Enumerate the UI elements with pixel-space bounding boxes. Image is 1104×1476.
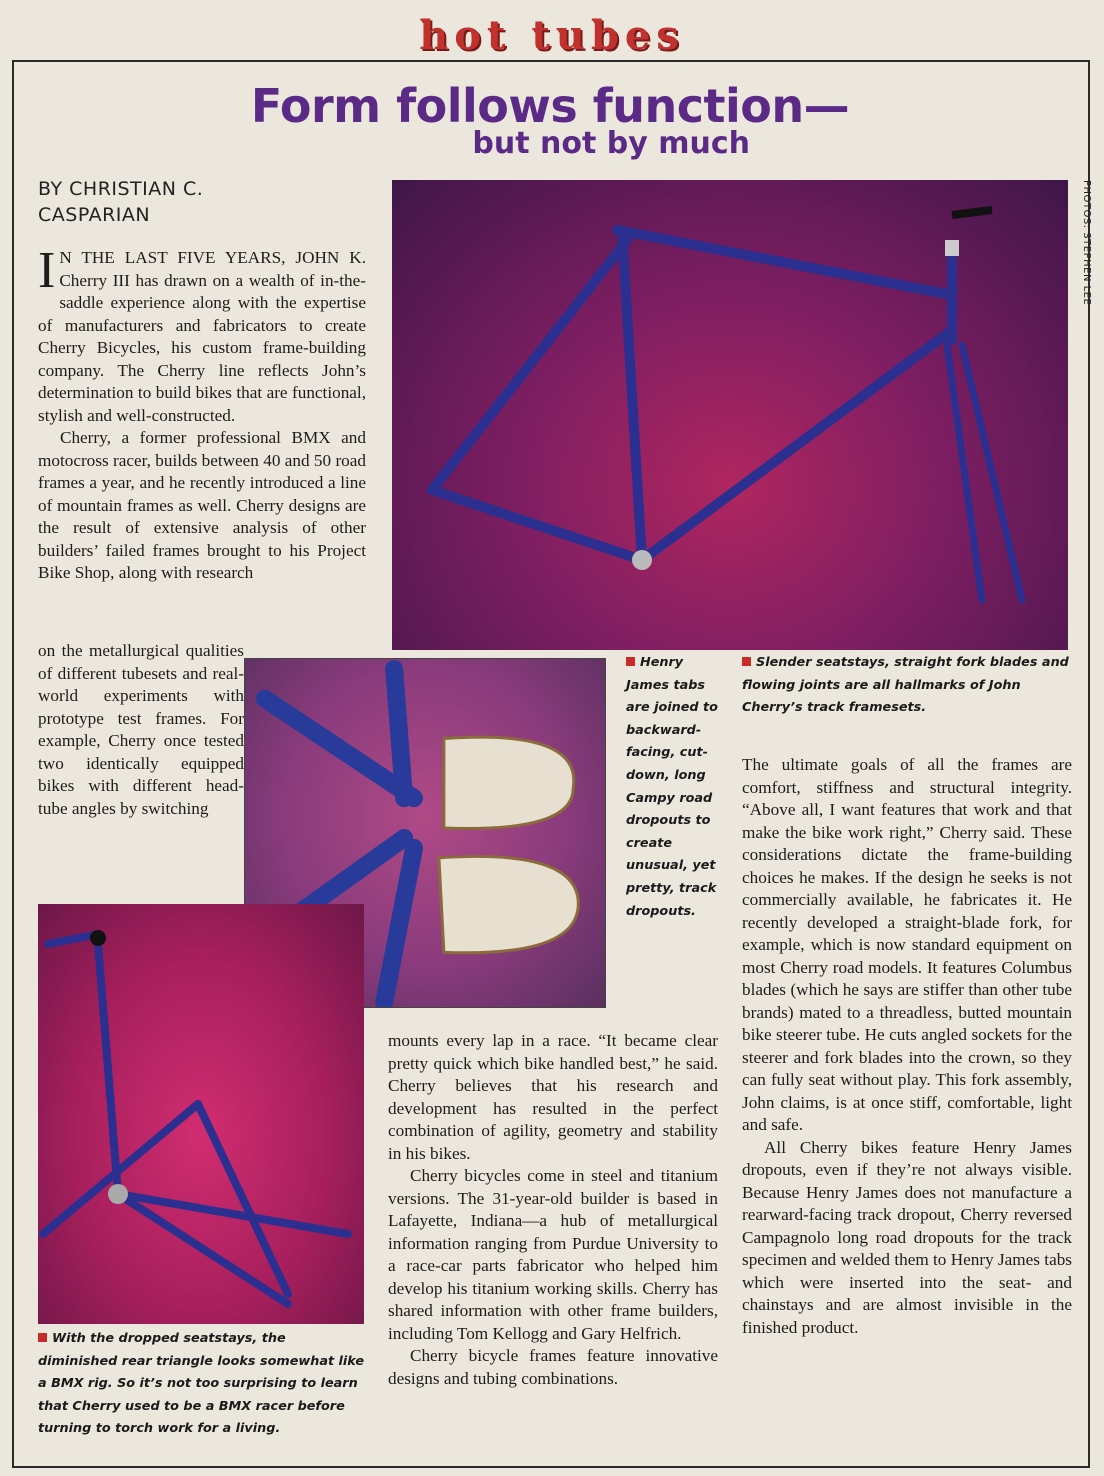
bicycle-frame-illustration bbox=[392, 180, 1068, 650]
caption-bullet-icon bbox=[626, 657, 635, 666]
dropcap: I bbox=[38, 242, 56, 299]
article-paragraph-2: Cherry, a former professional BMX and motocross racer, builds between 40 and 50 road frames a year, and he recently introduced a line of mountain frames as well. Cherry designs are the result of extensive analysis of other builders’ failed frames brought to his Project Bike Shop, along with research bbox=[38, 428, 366, 582]
rear-triangle-photo bbox=[38, 904, 364, 1324]
subhead: but not by much bbox=[472, 126, 750, 161]
article-paragraph-1: I N THE LAST FIVE YEARS, JOHN K. Cherry III has drawn on a wealth of in-the-saddle experience along with the expertise of manufacturers and fabricators to create Cherry Bicycles, his custom frame-building company. The Cherry line reflects John’s determination to build bikes that are functional, stylish and well-constructed. bbox=[38, 242, 366, 425]
article-paragraph-2-continued: on the metallurgical qualities of different tubesets and real-world experiments with prototype test frames. For example, Cherry once tested two identically equipped bikes with different head-tube angles by switching bbox=[38, 641, 244, 818]
caption-henry-james-tabs: Henry James tabs are joined to backward-facing, cut-down, long Campy road dropouts to create unusual, yet pretty, track dropouts. bbox=[626, 655, 718, 919]
byline: BY CHRISTIAN C. CASPARIAN bbox=[38, 178, 204, 226]
article-paragraph-5: The ultimate goals of all the frames are comfort, stiffness and structural integrity. “Above all, I want features that work and that make the bike work right,” Cherry said. These considerations dictate the frame-building choices he makes. If the design he seeks is not commercially available, he fabricates it. He recently developed a straight-blade fork, for example, which is now standard equipment on most Cherry road models. It features Columbus blades (which he says are stiffer than other tube brands) mated to a threadless, butted mountain bike steerer tube. He cuts angled sockets for the steerer and fork blades into the crown, so they can fully seat without play. This fork assembly, John claims, is at once stiff, comfortable, light and safe. bbox=[742, 755, 1072, 1134]
rear-triangle-illustration bbox=[38, 904, 364, 1324]
caption-dropped-seatstays: With the dropped seatstays, the diminished rear triangle looks somewhat like a BMX rig. So it’s not too surprising to learn that Cherry used to be a BMX racer before turning to torch work for a living. bbox=[38, 1331, 365, 1437]
caption-slender-seatstays: Slender seatstays, straight fork blades and flowing joints are all hallmarks of John Cherry’s track framesets. bbox=[742, 655, 1069, 716]
photo-credit: PHOTOS: STEPHEN LEE bbox=[1081, 180, 1092, 306]
article-paragraph-6: All Cherry bikes feature Henry James dropouts, even if they’re not always visible. Because Henry James does not manufacture a rearward-facing track dropout, Cherry reversed Campagnolo long road dropouts for the track specimen and welded them to Henry James tabs which were inserted into the seat- and chainstays and are almost invisible in the finished product. bbox=[742, 1137, 1072, 1337]
article-column-1 bbox=[38, 242, 366, 585]
headline: Form follows function— bbox=[250, 79, 850, 133]
article-paragraph-4: Cherry bicycle frames feature innovative designs and tubing combinations. bbox=[388, 1346, 718, 1388]
article-column-2 bbox=[388, 1030, 718, 1390]
article-column-1-continued bbox=[38, 640, 244, 820]
frame-photo bbox=[392, 180, 1068, 650]
article-column-3 bbox=[742, 754, 1072, 1339]
caption-bullet-icon bbox=[742, 657, 751, 666]
caption-bullet-icon bbox=[38, 1333, 47, 1342]
article-paragraph-3: Cherry bicycles come in steel and titanium versions. The 31-year-old builder is based in Lafayette, Indiana—a hub of metallurgical information ranging from Purdue University to a race-car parts fabricator who helped him develop his titanium working skills. Cherry has shared information with other frame builders, including Tom Kellogg and Gary Helfrich. bbox=[388, 1166, 718, 1343]
article-paragraph-2-end: mounts every lap in a race. “It became clear pretty quick which bike handled best,” he said. Cherry believes that his research and development has resulted in the perfect combination of agility, geometry and stability in his bikes. bbox=[388, 1031, 718, 1163]
section-label: hot tubes bbox=[419, 12, 685, 59]
